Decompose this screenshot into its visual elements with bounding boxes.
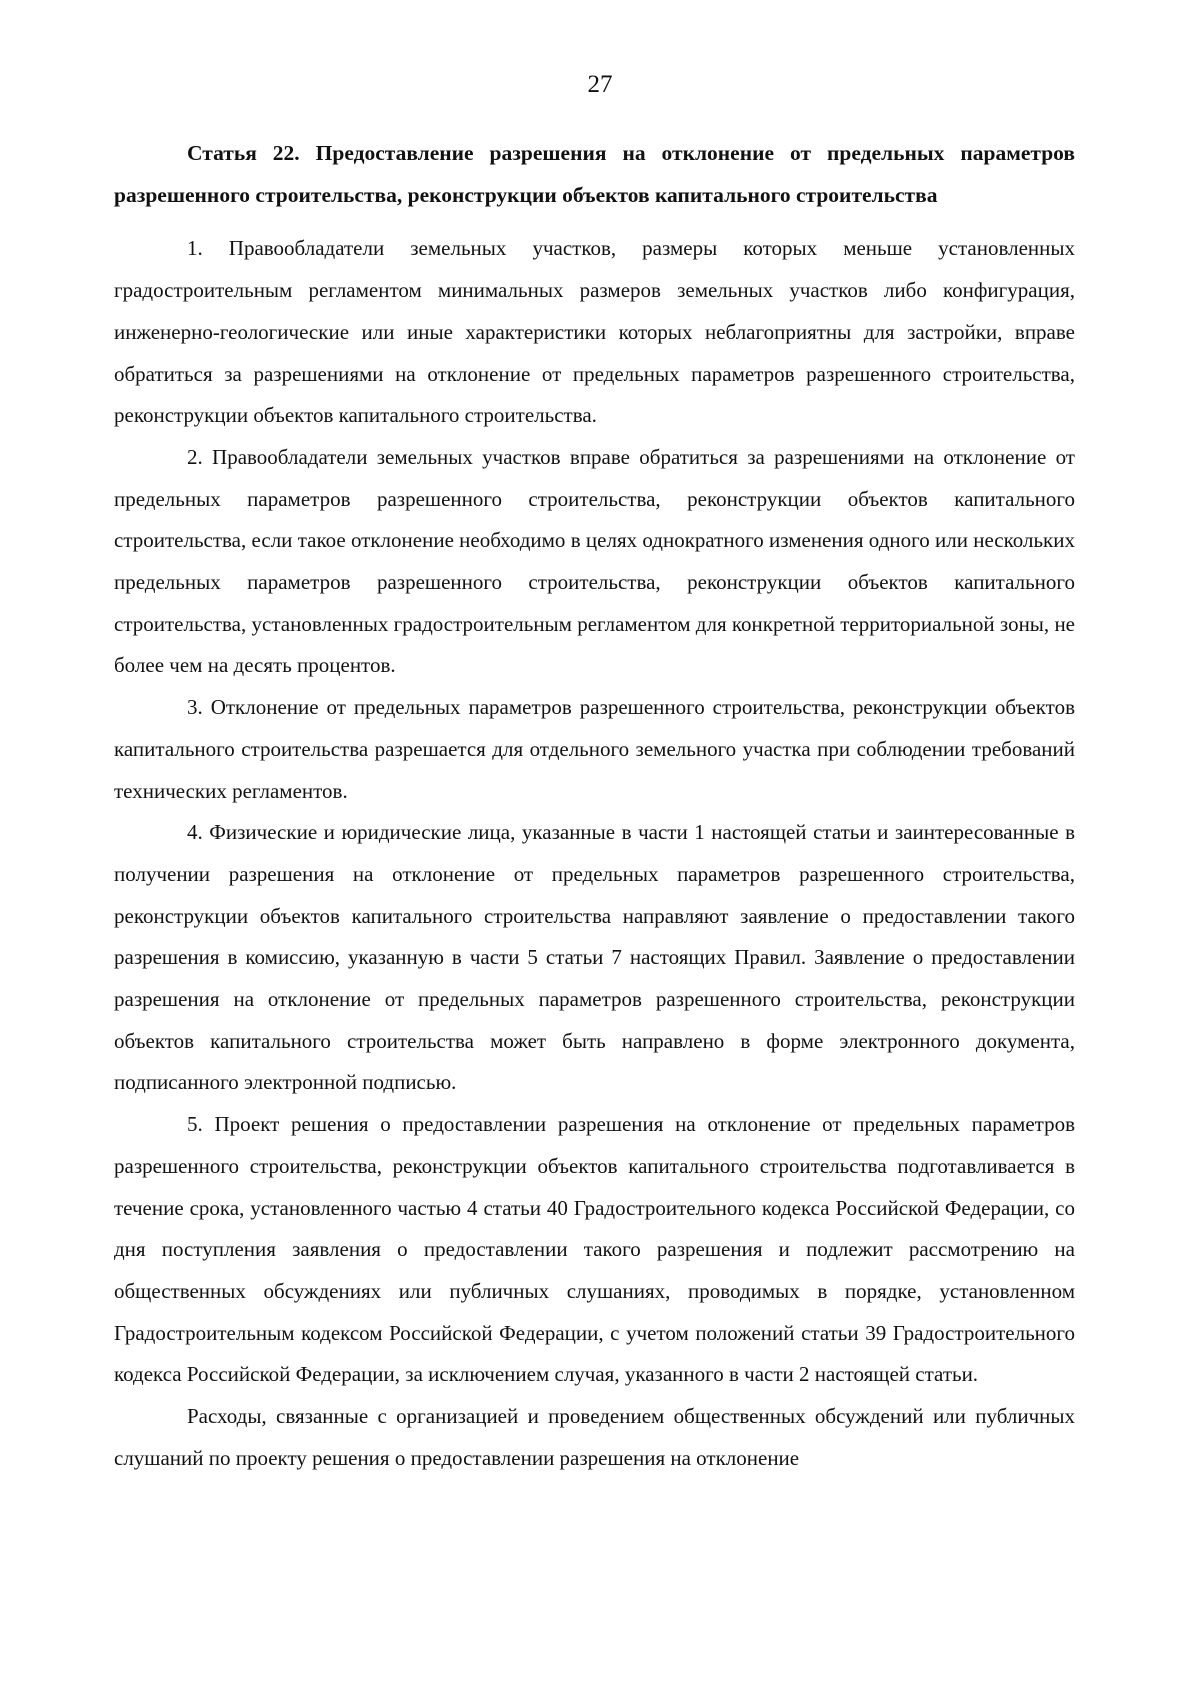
paragraph-4: 4. Физические и юридические лица, указанные в части 1 настоящей статьи и заинтересованные в получении разрешения на отклонение от предельных параметров разрешенного строительства, реконструкции объектов капитального строительства направляют заявление о предоставлении такого разрешения в комиссию, указанную в части 5 статьи 7 настоящих Правил. Заявление о предоставлении разрешения на отклонение от предельных параметров разрешенного строительства, реконструкции объектов капитального строительства может быть направлено в форме электронного документа, подписанного электронной подписью. [114, 820, 1075, 1095]
paragraph-5: 5. Проект решения о предоставлении разрешения на отклонение от предельных параметров разрешенного строительства, реконструкции объектов капитального строительства подготавливается в течение срока, установленного частью 4 статьи 40 Градостроительного кодекса Российской Федерации, со дня поступления заявления о предоставлении такого разрешения и подлежит рассмотрению на общественных обсуждениях или публичных слушаниях, проводимых в порядке, установленном Градостроительным кодексом Российской Федерации, с учетом положений статьи 39 Градостроительного кодекса Российской Федерации, за исключением случая, указанного в части 2 настоящей статьи. [114, 1112, 1075, 1387]
article-title: Статья 22. Предоставление разрешения на отклонение от предельных параметров разрешенного строительства, реконструкции объектов капитального строительства [114, 141, 1075, 207]
paragraph-3: 3. Отклонение от предельных параметров разрешенного строительства, реконструкции объектов капитального строительства разрешается для отдельного земельного участка при соблюдении требований технических регламентов. [114, 695, 1075, 803]
article-body [114, 133, 1075, 1480]
paragraph-1: 1. Правообладатели земельных участков, размеры которых меньше установленных градостроительным регламентом минимальных размеров земельных участков либо конфигурация, инженерно-геологические или иные характеристики которых неблагоприятны для застройки, вправе обратиться за разрешениями на отклонение от предельных параметров разрешенного строительства, реконструкции объектов капитального строительства. [114, 236, 1075, 428]
paragraph-expenses: Расходы, связанные с организацией и проведением общественных обсуждений или публичных слушаний по проекту решения о предоставлении разрешения на отклонение [114, 1404, 1075, 1470]
page-number: 27 [587, 71, 613, 98]
paragraph-2: 2. Правообладатели земельных участков вправе обратиться за разрешениями на отклонение от предельных параметров разрешенного строительства, реконструкции объектов капитального строительства, если такое отклонение необходимо в целях однократного изменения одного или нескольких предельных параметров разрешенного строительства, реконструкции объектов капитального строительства, установленных градостроительным регламентом для конкретной территориальной зоны, не более чем на десять процентов. [114, 444, 1075, 678]
